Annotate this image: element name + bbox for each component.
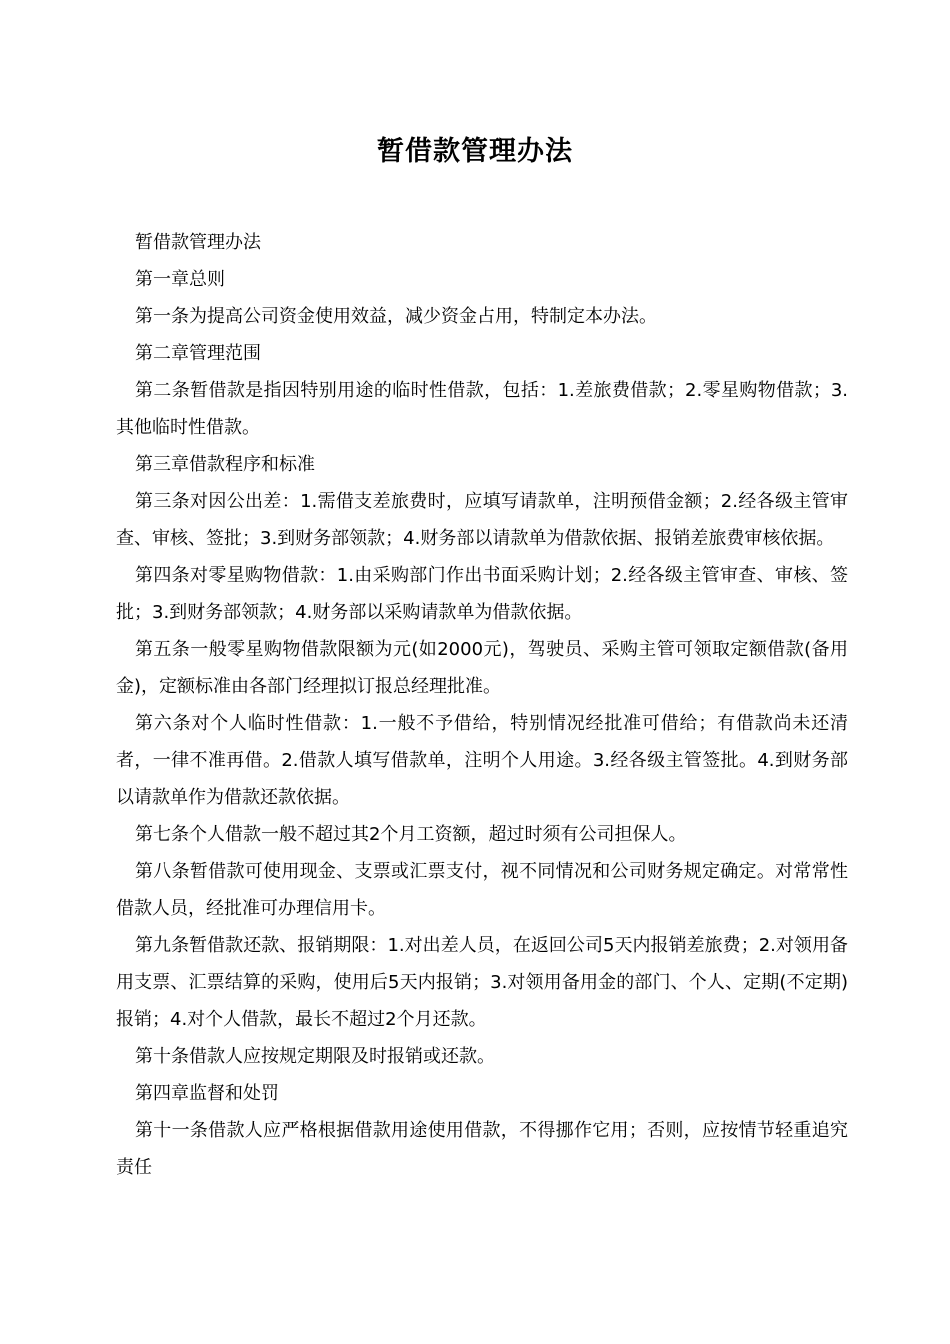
article-5: 第五条一般零星购物借款限额为元(如2000元)，驾驶员、采购主管可领取定额借款(备用金)，定额标准由各部门经理拟订报总经理批准。: [116, 639, 848, 697]
article-8: 第八条暂借款可使用现金、支票或汇票支付，视不同情况和公司财务规定确定。对常常性借款人员，经批准可办理信用卡。: [116, 861, 848, 919]
article-1: 第一条为提高公司资金使用效益，减少资金占用，特制定本办法。: [135, 306, 657, 327]
document-body: [116, 224, 848, 1186]
article-3: 第三条对因公出差：1.需借支差旅费时，应填写请款单，注明预借金额；2.经各级主管审查、审核、签批；3.到财务部领款；4.财务部以请款单为借款依据、报销差旅费审核依据。: [116, 491, 848, 549]
article-9: 第九条暂借款还款、报销期限：1.对出差人员，在返回公司5天内报销差旅费；2.对领用备用支票、汇票结算的采购，使用后5天内报销；3.对领用备用金的部门、个人、定期(不定期)报销；4.对个人借款，最长不超过2个月还款。: [116, 935, 848, 1030]
article-4: 第四条对零星购物借款：1.由采购部门作出书面采购计划；2.经各级主管审查、审核、签批；3.到财务部领款；4.财务部以采购请款单为借款依据。: [116, 565, 848, 623]
chapter-1-heading: 第一章总则: [135, 269, 225, 290]
article-11: 第十一条借款人应严格根据借款用途使用借款，不得挪作它用；否则，应按情节轻重追究责任: [116, 1120, 848, 1178]
document-title: 暂借款管理办法: [377, 136, 573, 167]
article-7: 第七条个人借款一般不超过其2个月工资额，超过时须有公司担保人。: [135, 824, 687, 845]
article-2: 第二条暂借款是指因特别用途的临时性借款，包括：1.差旅费借款；2.零星购物借款；3.其他临时性借款。: [116, 380, 848, 438]
chapter-3-heading: 第三章借款程序和标准: [135, 454, 315, 475]
doc-heading: 暂借款管理办法: [135, 232, 261, 253]
article-6: 第六条对个人临时性借款：1.一般不予借给，特别情况经批准可借给；有借款尚未还清者，一律不准再借。2.借款人填写借款单，注明个人用途。3.经各级主管签批。4.到财务部以请款单作为借款还款依据。: [116, 713, 848, 808]
article-10: 第十条借款人应按规定期限及时报销或还款。: [135, 1046, 495, 1067]
chapter-2-heading: 第二章管理范围: [135, 343, 261, 364]
chapter-4-heading: 第四章监督和处罚: [135, 1083, 279, 1104]
